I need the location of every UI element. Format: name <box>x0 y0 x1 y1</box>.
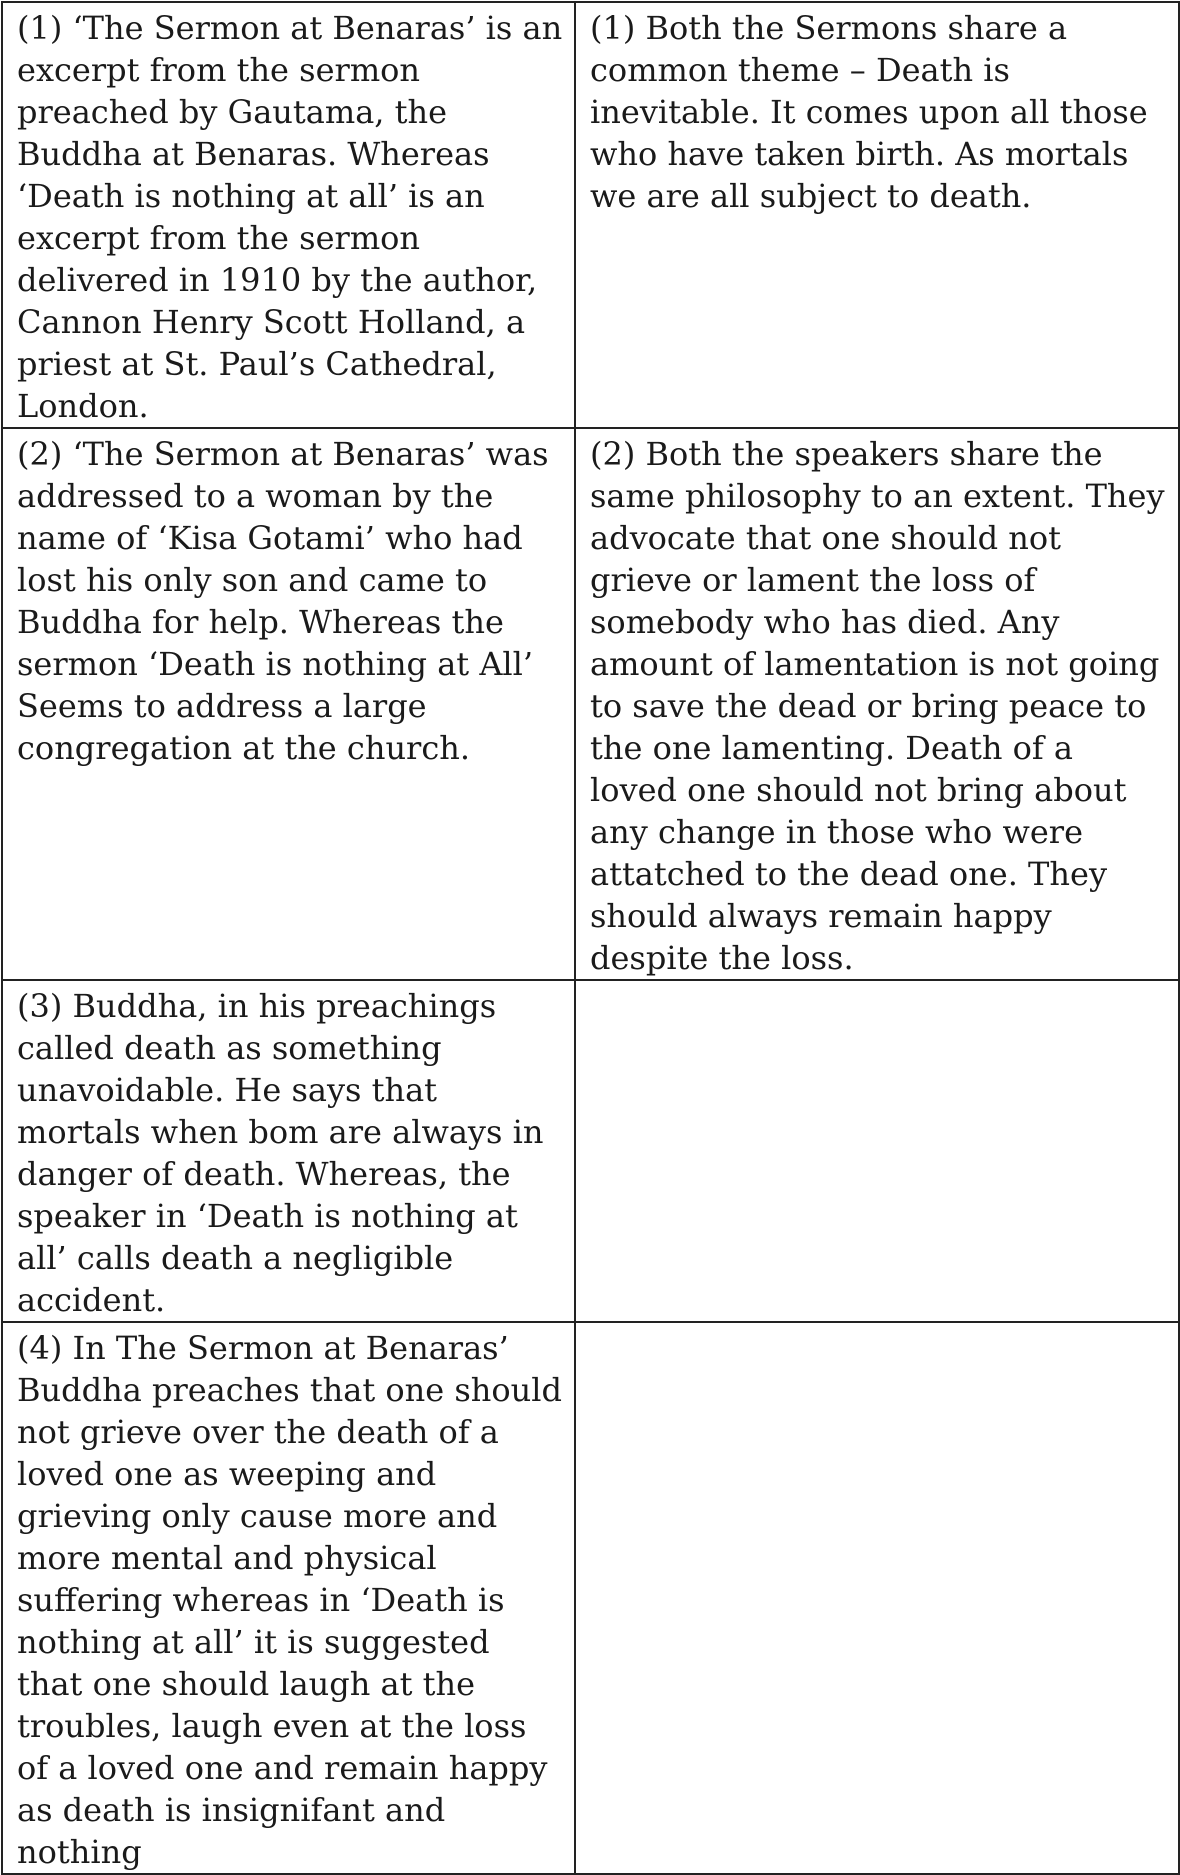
left-cell-1: (1) ‘The Sermon at Benaras’ is an excerpt from the sermon preached by Gautama, the Buddha at Benaras. Whereas ‘Death is nothing at all’ is an excerpt from the sermon delivered in 1910 by the author, Cannon Henry Scott Holland, a priest at St. Paul’s Cathedral, London. <box>2 2 575 428</box>
right-cell-1: (1) Both the Sermons share a common theme – Death is inevitable. It comes upon all those who have taken birth. As mortals we are all subject to death. <box>575 2 1179 428</box>
left-cell-2: (2) ‘The Sermon at Benaras’ was addressed to a woman by the name of ‘Kisa Gotami’ who had lost his only son and came to Buddha for help. Whereas the sermon ‘Death is nothing at All’ Seems to address a large congregation at the church. <box>2 428 575 980</box>
right-cell-2: (2) Both the speakers share the same philosophy to an extent. They advocate that one should not grieve or lament the loss of somebody who has died. Any amount of lamentation is not going to save the dead or bring peace to the one lamenting. Death of a loved one should not bring about any change in those who were attatched to the dead one. They should always remain happy despite the loss. <box>575 428 1179 980</box>
table-row <box>2 1322 1179 1874</box>
left-cell-4: (4) In The Sermon at Benaras’ Buddha preaches that one should not grieve over the death of a loved one as weeping and grieving only cause more and more mental and physical suffering whereas in ‘Death is nothing at all’ it is suggested that one should laugh at the troubles, laugh even at the loss of a loved one and remain happy as death is insignifant and nothing <box>2 1322 575 1874</box>
right-cell-4 <box>575 1322 1179 1874</box>
table-row <box>2 2 1179 428</box>
table-row <box>2 428 1179 980</box>
left-cell-3: (3) Buddha, in his preachings called death as something unavoidable. He says that mortals when bom are always in danger of death. Whereas, the speaker in ‘Death is nothing at all’ calls death a negligible accident. <box>2 980 575 1322</box>
table-row <box>2 980 1179 1322</box>
comparison-table <box>1 1 1180 1875</box>
right-cell-3 <box>575 980 1179 1322</box>
